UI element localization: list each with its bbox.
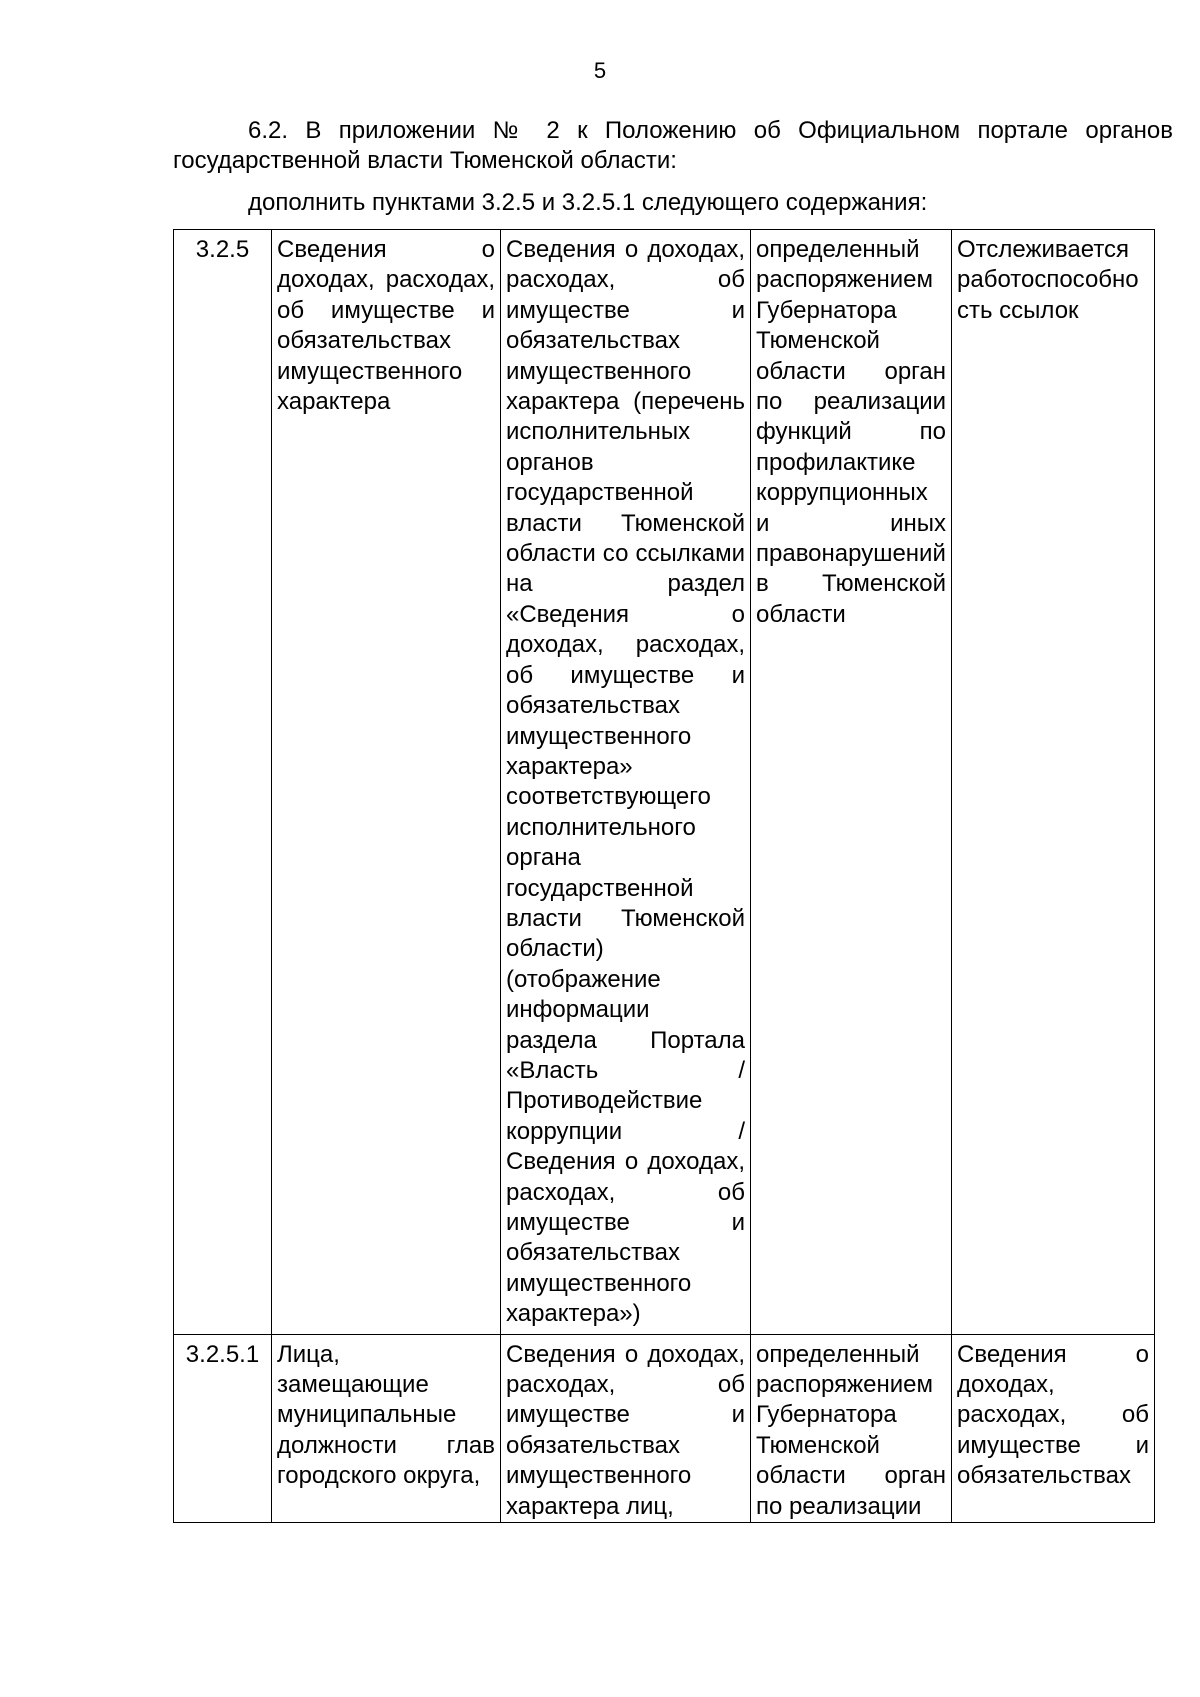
item-content: Сведения о доходах, расходах, об имуществе и обязательствах имущественного характера лиц, xyxy=(506,1340,745,1520)
item-number: 3.2.5.1 xyxy=(185,1340,260,1368)
item-number: 3.2.5 xyxy=(195,236,250,263)
item-number-cell xyxy=(174,230,272,1335)
item-responsible: определенный распоряжением Губернатора Тюменской области орган по реализации xyxy=(756,1340,946,1520)
item-number-cell xyxy=(174,1334,272,1522)
item-content-cell xyxy=(501,1334,751,1522)
amendment-table xyxy=(173,229,1155,1523)
table-row xyxy=(174,230,1155,1335)
item-note: Сведения о доходах, расходах, об имуществе и обязательствах xyxy=(957,1340,1149,1490)
paragraph-amendment-addition: дополнить пунктами 3.2.5 и 3.2.5.1 следующего содержания: xyxy=(248,189,928,216)
item-content: Сведения о доходах, расходах, об имуществе и обязательствах имущественного характера (перечень исполнительных органов государственной власти Тюменской области со ссылками на раздел «Сведения о доходах, расходах, об имуществе и обязательствах имущественного характера» соответствующего исполнительного органа государственной власти Тюменской области) (отображение информации раздела Портала «Власть / Противодействие коррупции / Сведения о доходах, расходах, об имуществе и обязательствах имущественного характера») xyxy=(506,236,745,1328)
item-responsible-cell xyxy=(751,1334,952,1522)
item-name: Сведения о доходах, расходах, об имуществе и обязательствах имущественного характера xyxy=(277,236,495,416)
item-note-cell xyxy=(952,1334,1155,1522)
item-content-cell xyxy=(501,230,751,1335)
page-number: 5 xyxy=(593,58,607,83)
item-name-cell xyxy=(272,1334,501,1522)
item-responsible-cell xyxy=(751,230,952,1335)
item-note-cell xyxy=(952,230,1155,1335)
paragraph-amendment-intro: 6.2. В приложении № 2 к Положению об Официальном портале органов государственной власти Тюменской области: xyxy=(173,117,1173,174)
item-name-cell xyxy=(272,230,501,1335)
item-responsible: определенный распоряжением Губернатора Тюменской области орган по реализации функций по профилактике коррупционных и иных правонарушений в Тюменской области xyxy=(756,236,946,628)
item-name: Лица, замещающие муниципальные должности глав городского округа, xyxy=(277,1340,495,1490)
item-note: Отслеживается работоспособность ссылок xyxy=(957,236,1139,324)
table-row xyxy=(174,1334,1155,1522)
